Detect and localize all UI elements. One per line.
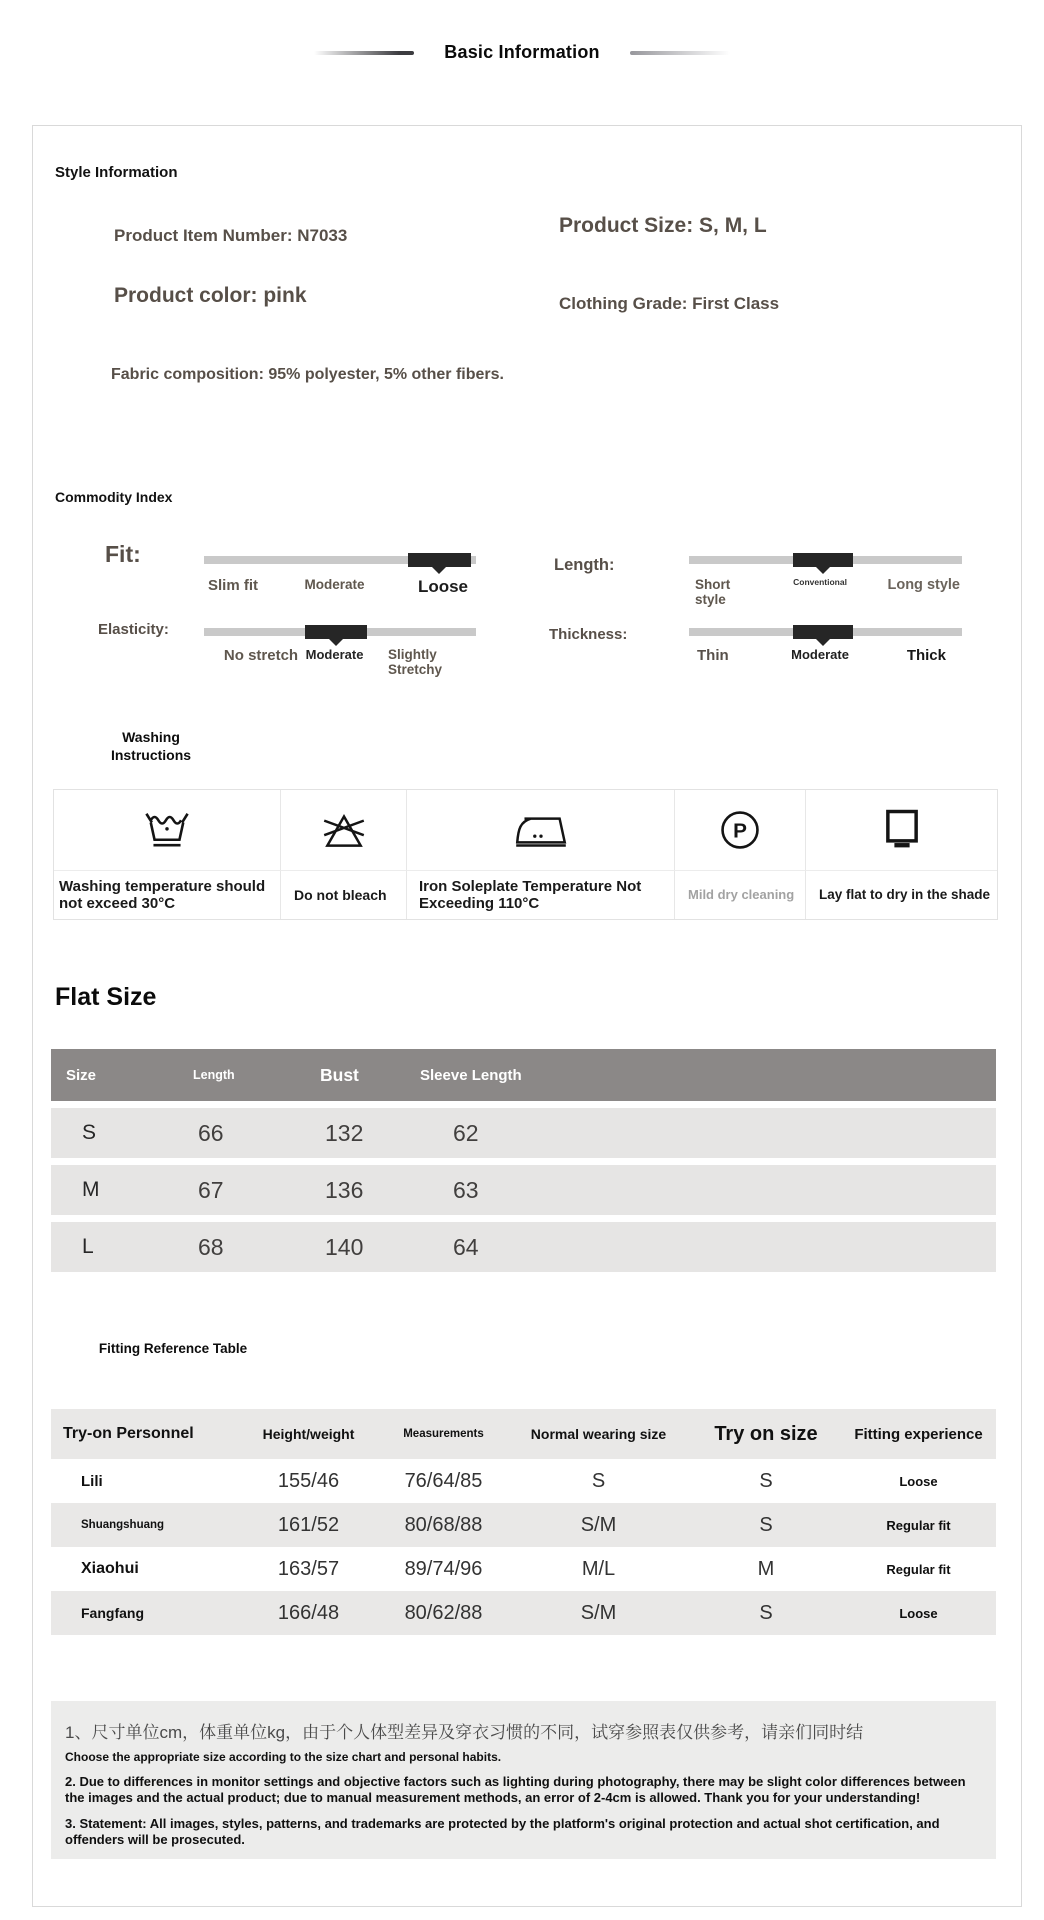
- column-header-sleeve-length: Sleeve Length: [420, 1066, 522, 1084]
- dry-flat-icon: [806, 790, 997, 871]
- fitting-header-row: [51, 1409, 996, 1459]
- wash-30-icon: [54, 790, 281, 871]
- washing-label-dry-clean: Mild dry cleaning: [675, 871, 806, 919]
- measurements-cell: 80/62/88: [404, 1601, 483, 1624]
- sleeve-cell: 62: [453, 1119, 479, 1146]
- fit-option-loose: Loose: [417, 577, 468, 596]
- product-color: Product color: pink: [114, 284, 307, 307]
- table-row: [51, 1547, 996, 1591]
- bust-cell: 136: [325, 1176, 364, 1203]
- note-statement: 3. Statement: All images, styles, patterns, and trademarks are protected by the platform's original protection and actual shot certification, and offenders will be prosecuted.: [65, 1815, 940, 1847]
- try-on-size-cell: S: [759, 1513, 773, 1536]
- thickness-track: [689, 628, 962, 636]
- thickness-option-moderate: Moderate: [791, 647, 849, 662]
- commodity-index-heading: Commodity Index: [55, 489, 173, 505]
- length-track: [689, 556, 962, 564]
- flat-size-header-row: [51, 1049, 996, 1101]
- normal-size-cell: M/L: [581, 1557, 616, 1580]
- measurements-cell: 89/74/96: [404, 1557, 483, 1580]
- do-not-bleach-icon: [281, 790, 407, 871]
- elasticity-option-moderate: Moderate: [305, 647, 364, 662]
- length-label: Length:: [554, 556, 615, 574]
- fit-track: [204, 556, 476, 564]
- table-row: [51, 1222, 996, 1272]
- note-size-units-en: Choose the appropriate size according to the size chart and personal habits.: [65, 1750, 502, 1764]
- column-header-normal-size: Normal wearing size: [530, 1426, 667, 1442]
- thickness-option-thin: Thin: [697, 647, 729, 664]
- iron-low-temp-icon: [407, 790, 675, 871]
- washing-instructions-table: [53, 789, 998, 920]
- fit-indicator: [408, 553, 471, 567]
- experience-cell: Loose: [899, 1473, 938, 1489]
- experience-cell: Regular fit: [886, 1561, 951, 1577]
- fit-option-slim: Slim fit: [208, 577, 259, 594]
- svg-text:P: P: [733, 819, 747, 843]
- note-size-units-zh: 1、尺寸单位cm，体重单位kg，由于个人体型差异及穿衣习惯的不同，试穿参照表仅供参考，请亲们同时结: [65, 1723, 864, 1742]
- decorative-line-right-icon: [630, 51, 730, 55]
- decorative-line-left-icon: [314, 51, 414, 55]
- size-cell: M: [82, 1178, 100, 1201]
- style-information-heading: Style Information: [55, 164, 178, 181]
- thickness-option-thick: Thick: [906, 647, 946, 664]
- length-option-conventional: Conventional: [793, 577, 847, 587]
- column-header-height-weight: Height/weight: [262, 1426, 355, 1442]
- elasticity-label: Elasticity:: [98, 621, 169, 638]
- height-weight-cell: 163/57: [277, 1557, 340, 1580]
- normal-size-cell: S/M: [580, 1513, 617, 1536]
- column-header-try-on-size: Try on size: [714, 1422, 818, 1445]
- elasticity-track: [204, 628, 476, 636]
- thickness-label: Thickness:: [549, 626, 628, 643]
- length-option-short: Short style: [695, 577, 731, 607]
- fit-option-moderate: Moderate: [304, 577, 365, 592]
- fit-label: Fit:: [105, 541, 141, 567]
- washing-label-dry-flat: Lay flat to dry in the shade: [819, 887, 991, 903]
- height-weight-cell: 161/52: [277, 1513, 340, 1536]
- personnel-cell: Shuangshuang: [81, 1519, 165, 1531]
- length-indicator: [793, 553, 853, 567]
- personnel-cell: Fangfang: [81, 1605, 144, 1621]
- personnel-cell: Lili: [81, 1472, 103, 1490]
- table-row: [51, 1503, 996, 1547]
- size-cell: S: [82, 1121, 97, 1144]
- column-header-bust: Bust: [320, 1064, 359, 1085]
- experience-cell: Loose: [899, 1605, 938, 1621]
- washing-label-no-bleach: Do not bleach: [281, 871, 407, 919]
- washing-instructions-heading: Washing Instructions: [110, 729, 192, 763]
- normal-size-cell: S/M: [580, 1601, 617, 1624]
- table-row: [51, 1591, 996, 1635]
- fabric-composition: Fabric composition: 95% polyester, 5% other fibers.: [111, 366, 504, 383]
- experience-cell: Regular fit: [886, 1517, 951, 1533]
- length-cell: 67: [198, 1176, 224, 1203]
- basic-information-header: [0, 42, 1044, 63]
- thickness-indicator: [793, 625, 853, 639]
- washing-label-temperature: Washing temperature should not exceed 30°C: [54, 871, 281, 919]
- flat-size-table: [51, 1049, 996, 1272]
- fitting-reference-table: [51, 1409, 996, 1635]
- page-title: Basic Information: [444, 42, 600, 62]
- elasticity-option-no-stretch: No stretch: [223, 647, 299, 664]
- height-weight-cell: 166/48: [277, 1601, 340, 1624]
- notes-box: [51, 1701, 996, 1859]
- column-header-measurements: Measurements: [403, 1428, 484, 1440]
- normal-size-cell: S: [591, 1469, 606, 1492]
- washing-label-iron: Iron Soleplate Temperature Not Exceeding 110°C: [407, 871, 675, 919]
- try-on-size-cell: M: [757, 1557, 775, 1580]
- table-row: [51, 1165, 996, 1215]
- height-weight-cell: 155/46: [277, 1469, 340, 1492]
- sleeve-cell: 63: [453, 1176, 479, 1203]
- measurements-cell: 80/68/88: [404, 1513, 483, 1536]
- table-row: [51, 1459, 996, 1503]
- dry-clean-p-icon: [675, 790, 806, 871]
- size-cell: L: [82, 1235, 94, 1258]
- elasticity-option-slightly-stretchy: Slightly Stretchy: [388, 647, 443, 677]
- personnel-cell: Xiaohui: [81, 1560, 139, 1577]
- column-header-personnel: Try-on Personnel: [63, 1425, 194, 1442]
- note-color-difference: 2. Due to differences in monitor settings and objective factors such as lighting during photography, there may be slight color differences between the images and the actual product; due to manual measurement methods, an error of 2-4cm is allowed. Thank you for your understanding!: [65, 1774, 966, 1805]
- bust-cell: 132: [325, 1119, 364, 1146]
- length-option-long: Long style: [887, 577, 960, 593]
- column-header-length: Length: [193, 1068, 235, 1082]
- flat-size-heading: Flat Size: [55, 983, 157, 1011]
- column-header-experience: Fitting experience: [854, 1425, 983, 1443]
- product-size: Product Size: S, M, L: [559, 214, 767, 237]
- table-row: [51, 1108, 996, 1158]
- product-item-number: Product Item Number: N7033: [114, 226, 348, 245]
- try-on-size-cell: S: [759, 1469, 773, 1492]
- sleeve-cell: 64: [453, 1233, 479, 1260]
- elasticity-indicator: [305, 625, 368, 639]
- try-on-size-cell: S: [759, 1601, 773, 1624]
- length-cell: 66: [198, 1119, 224, 1146]
- clothing-grade: Clothing Grade: First Class: [559, 294, 780, 313]
- column-header-size: Size: [66, 1066, 97, 1084]
- measurements-cell: 76/64/85: [404, 1469, 483, 1492]
- fitting-reference-heading: Fitting Reference Table: [98, 1341, 248, 1356]
- length-cell: 68: [198, 1233, 224, 1260]
- bust-cell: 140: [325, 1233, 364, 1260]
- info-card: [32, 125, 1022, 1907]
